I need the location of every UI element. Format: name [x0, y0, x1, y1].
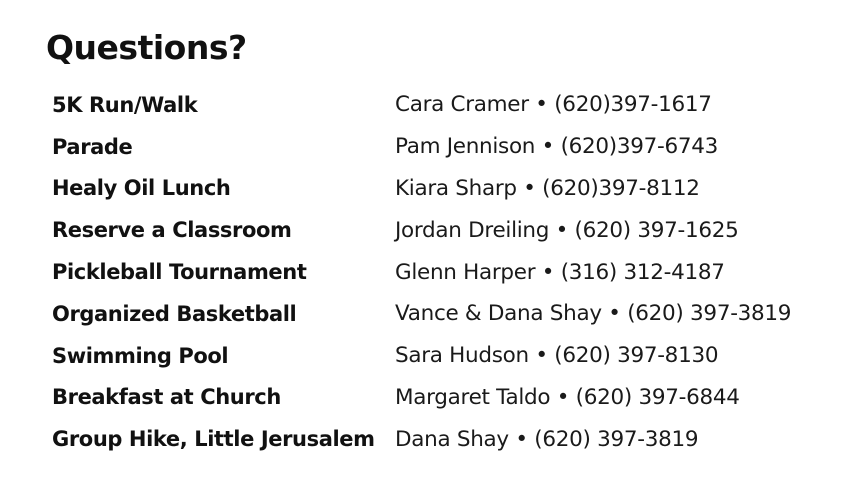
contact-info: Sara Hudson • (620) 397-8130: [395, 343, 719, 369]
event-name: Healy Oil Lunch: [52, 176, 231, 201]
contact-row-swimming-pool: [52, 335, 842, 377]
contact-row-parade: [52, 126, 842, 168]
contact-row-group-hike: [52, 418, 842, 460]
event-name: Swimming Pool: [52, 343, 229, 368]
contact-info: Kiara Sharp • (620)397-8112: [395, 175, 700, 201]
event-name: Parade: [52, 134, 133, 159]
contact-info: Jordan Dreiling • (620) 397-1625: [395, 217, 739, 243]
contact-info: Pam Jennison • (620)397-6743: [395, 134, 719, 160]
contact-info: Dana Shay • (620) 397-3819: [395, 426, 699, 452]
event-name: Pickleball Tournament: [52, 260, 307, 285]
contact-info: Glenn Harper • (316) 312-4187: [395, 259, 725, 285]
contact-row-breakfast-at-church: [52, 377, 842, 419]
contact-row-pickleball-tournament: [52, 251, 842, 293]
contact-row-organized-basketball: [52, 293, 842, 335]
contact-info: Cara Cramer • (620)397-1617: [395, 92, 712, 118]
event-name: Reserve a Classroom: [52, 218, 292, 243]
contact-info: Vance & Dana Shay • (620) 397-3819: [395, 301, 792, 327]
page-title: Questions?: [46, 28, 247, 67]
event-name: Organized Basketball: [52, 301, 297, 326]
contact-info: Margaret Taldo • (620) 397-6844: [395, 384, 740, 410]
contact-row-5k-run-walk: [52, 84, 842, 126]
contact-row-healy-oil-lunch: [52, 168, 842, 210]
event-name: Breakfast at Church: [52, 385, 281, 410]
contact-row-reserve-classroom: [52, 209, 842, 251]
event-name: Group Hike, Little Jerusalem: [52, 427, 375, 452]
contact-list: [52, 84, 842, 460]
event-name: 5K Run/Walk: [52, 92, 198, 117]
